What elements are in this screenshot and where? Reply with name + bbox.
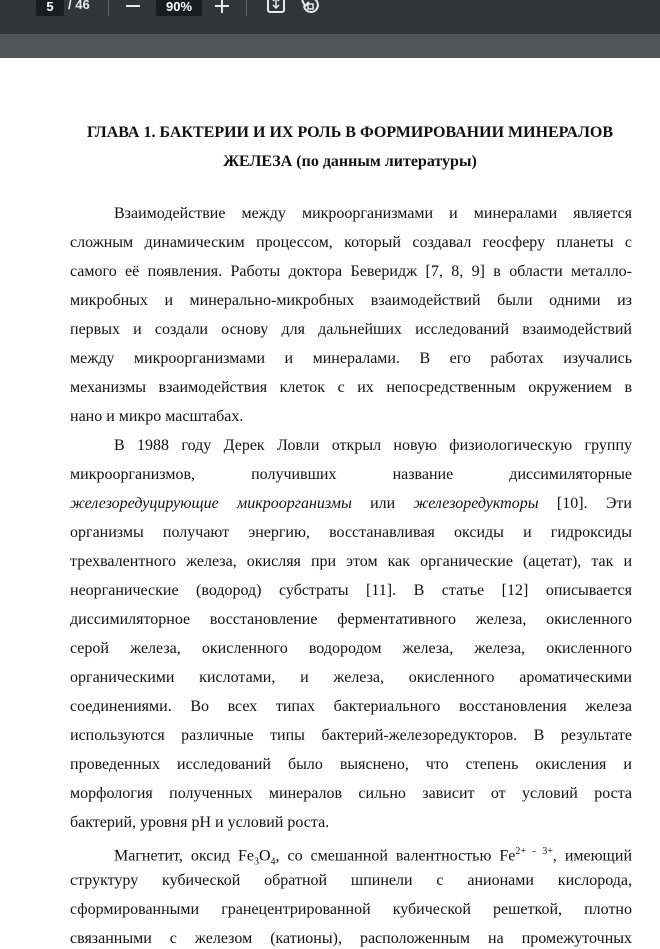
chapter-title-line2: ЖЕЛЕЗА (по данным литературы) (223, 153, 477, 170)
paragraph-line: морфология полученных минералов сильно зависит от условий роста (70, 785, 632, 802)
paragraph-line: трехвалентного железа, окисляя при этом как органические (ацетат), так и (70, 553, 632, 570)
subscript: 3 (253, 856, 259, 868)
paragraph-line (70, 494, 632, 514)
text-span: Магнетит, оксид Fe (114, 847, 254, 865)
paragraph-line: структуру кубической обратной шпинели с анионами кислорода, (70, 872, 632, 889)
paragraph-line: неорганические (водород) субстраты [11]. В статье [12] описывается (70, 582, 632, 599)
paragraph-line: организмы получают энергию, восстанавливая оксиды и гидроксиды (70, 524, 632, 541)
paragraph-line: механизмы взаимодействия клеток с их непосредственным окружением в (70, 379, 632, 396)
plus-icon[interactable] (210, 0, 234, 17)
paragraph-line: соединениями. Во всех типах бактериального восстановления железа (70, 698, 632, 715)
italic-term: железоредукторы (413, 495, 539, 512)
page-number-input[interactable]: 5 (36, 0, 64, 16)
text-span: , со смешанной валентностью Fe (275, 847, 516, 865)
paragraph-line: первых и создали основу для дальнейших исследований взаимодействий (70, 321, 632, 338)
paragraph-line: микробных и минерально-микробных взаимодействий были одними из (70, 292, 632, 309)
paragraph-line: сформированными гранецентрированной кубической решеткой, плотно (70, 901, 632, 918)
document-page (0, 58, 660, 945)
zoom-level-input[interactable]: 90% (156, 0, 202, 16)
chapter-title-line1: ГЛАВА 1. БАКТЕРИИ И ИХ РОЛЬ В ФОРМИРОВАНИИ МИНЕРАЛОВ (87, 124, 613, 141)
paragraph-line: микроорганизмов, получивших название диссимиляторные (70, 466, 632, 483)
text-span: или (351, 495, 414, 512)
minus-icon[interactable] (121, 0, 145, 17)
superscript: 2+ - 3+ (515, 846, 553, 857)
text-span: O (258, 847, 271, 865)
paragraph-line: самого её появления. Работы доктора Беверидж [7, 8, 9] в области металло- (70, 263, 632, 280)
paragraph-line (114, 842, 632, 873)
text-span: [10]. Эти (538, 495, 632, 512)
viewer-background (0, 34, 660, 58)
paragraph-line: серой железа, окисленного водородом железа, железа, окисленного (70, 640, 632, 657)
italic-term: железоредуцирующие микроорганизмы (70, 495, 352, 512)
paragraph-line: органическими кислотами, и железа, окисленного ароматическими (70, 669, 632, 686)
paragraph-line: сложным динамическим процессом, который создавал геосферу планеты с (70, 234, 632, 251)
paragraph-line: бактерий, уровня pH и условий роста. (70, 814, 330, 831)
paragraph-line: проведенных исследований было выяснено, что степень окисления и (70, 756, 632, 773)
page-total: / 46 (68, 0, 90, 12)
paragraph-line: связанными с железом (катионы), расположенным на промежуточных (70, 930, 632, 947)
toolbar-divider (108, 0, 109, 16)
paragraph-line: В 1988 году Дерек Ловли открыл новую физиологическую группу (114, 437, 632, 454)
paragraph-line: диссимиляторное восстановление ферментативного железа, окисленного (70, 611, 632, 628)
toolbar-divider (246, 0, 247, 16)
paragraph-line: нано и микро масштабах. (70, 408, 244, 425)
subscript: 4 (270, 856, 276, 868)
paragraph-line: между микроорганизмами и минералами. В его работах изучались (70, 350, 632, 367)
rotate-icon[interactable] (299, 0, 323, 17)
paragraph-line: используются различные типы бактерий-железоредукторов. В результате (70, 727, 632, 744)
paragraph-line: Взаимодействие между микроорганизмами и минералами является (114, 205, 632, 222)
pdf-toolbar (0, 0, 660, 34)
text-span: , имеющий (552, 847, 633, 865)
fit-page-icon[interactable] (264, 0, 288, 17)
